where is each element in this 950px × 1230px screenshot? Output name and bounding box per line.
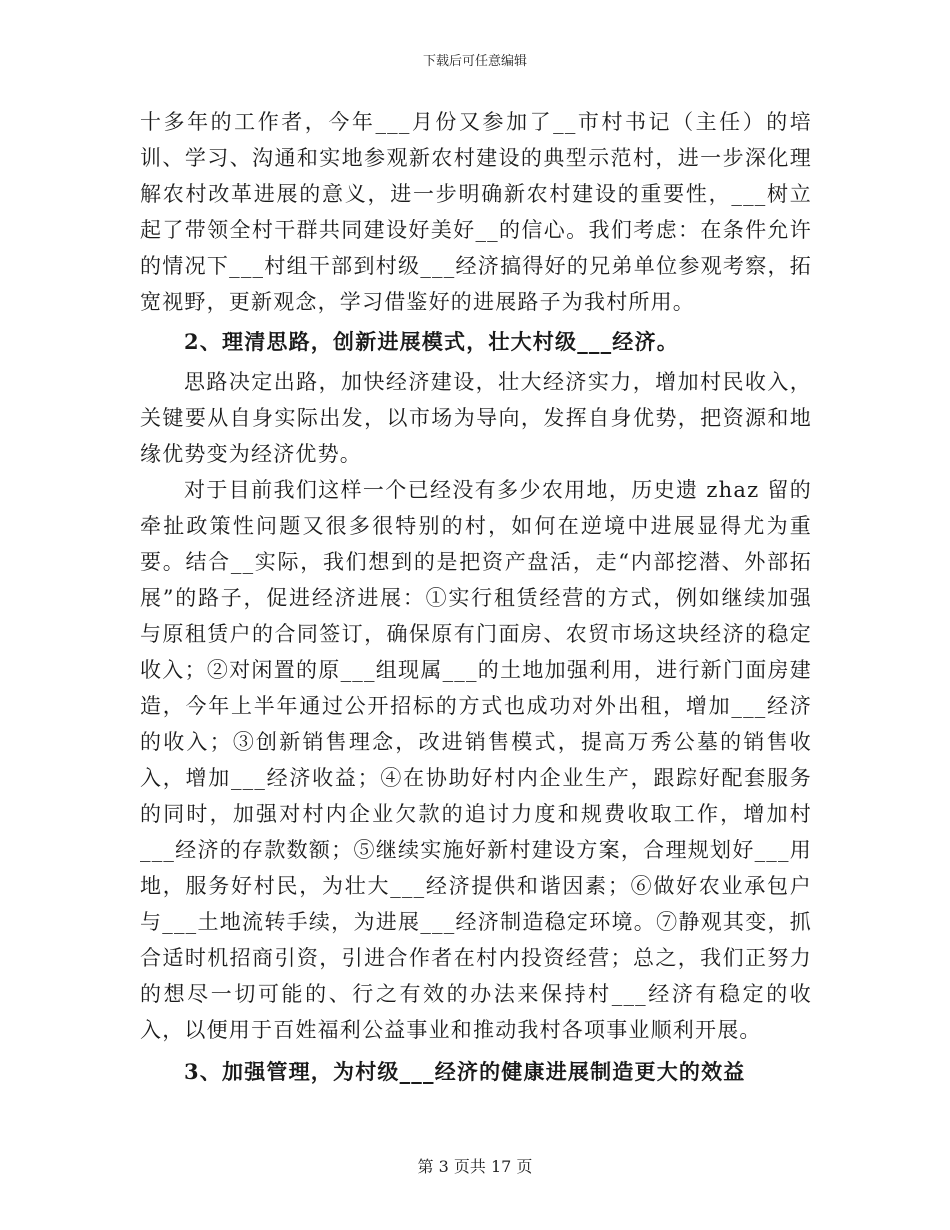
section-heading-3: 3、加强管理，为村级___经济的健康进展制造更大的效益 xyxy=(184,1059,746,1084)
paragraph-measures: 对于目前我们这样一个已经没有多少农用地，历史遗 zhaz 留的牵扯政策性问题又很多很特别的村，如何在逆境中进展显得尤为重要。结合__实际，我们想到的是把资产盘活，走“内部挖潜、外部拓展”的路子，促进经济进展：①实行租赁经营的方式，例如继续加强与原租赁户的合同签订，确保原有门面房、农贸市场这块经济的稳定收入；②对闲置的原___组现属___的土地加强利用，进行新门面房建造，今年上半年通过公开招标的方式也成功对外出租，增加___经济的收入；③创新销售理念，改进销售模式，提高万秀公墓的销售收入，增加___经济收益；④在协助好村内企业生产，跟踪好配套服务的同时，加强对村内企业欠款的追讨力度和规费收取工作，增加村___经济的存款数额；⑤继续实施好新村建设方案，合理规划好___用地，服务好村民，为壮大___经济提供和谐因素；⑥做好农业承包户与___土地流转手续，为进展___经济制造稳定环境。⑦静观其变，抓合适时机招商引资，引进合作者在村内投资经营；总之，我们正努力的想尽一切可能的、行之有效的办法来保持村___经济有稳定的收入，以便用于百姓福利公益事业和推动我村各项事业顺利开展。 xyxy=(140,478,812,1042)
paragraph-thinking: 思路决定出路，加快经济建设，壮大经济实力，增加村民收入，关键要从自身实际出发，以市场为导向，发挥自身优势，把资源和地缘优势变为经济优势。 xyxy=(140,370,812,466)
page-number: 第 3 页共 17 页 xyxy=(417,1157,533,1176)
paragraph-continued: 十多年的工作者，今年___月份又参加了__市村书记（主任）的培训、学习、沟通和实地参观新农村建设的典型示范村，进一步深化理解农村改革进展的意义，进一步明确新农村建设的重要性，___树立起了带领全村干群共同建设好美好__的信心。我们考虑：在条件允许的情况下___村组干部到村级___经济搞得好的兄弟单位参观考察，拓宽视野，更新观念，学习借鉴好的进展路子为我村所用。 xyxy=(140,110,812,314)
document-body xyxy=(140,104,812,1094)
page-header-note: 下载后可任意编辑 xyxy=(422,54,527,69)
section-heading-2: 2、理清思路，创新进展模式，壮大村级___经济。 xyxy=(184,329,679,354)
